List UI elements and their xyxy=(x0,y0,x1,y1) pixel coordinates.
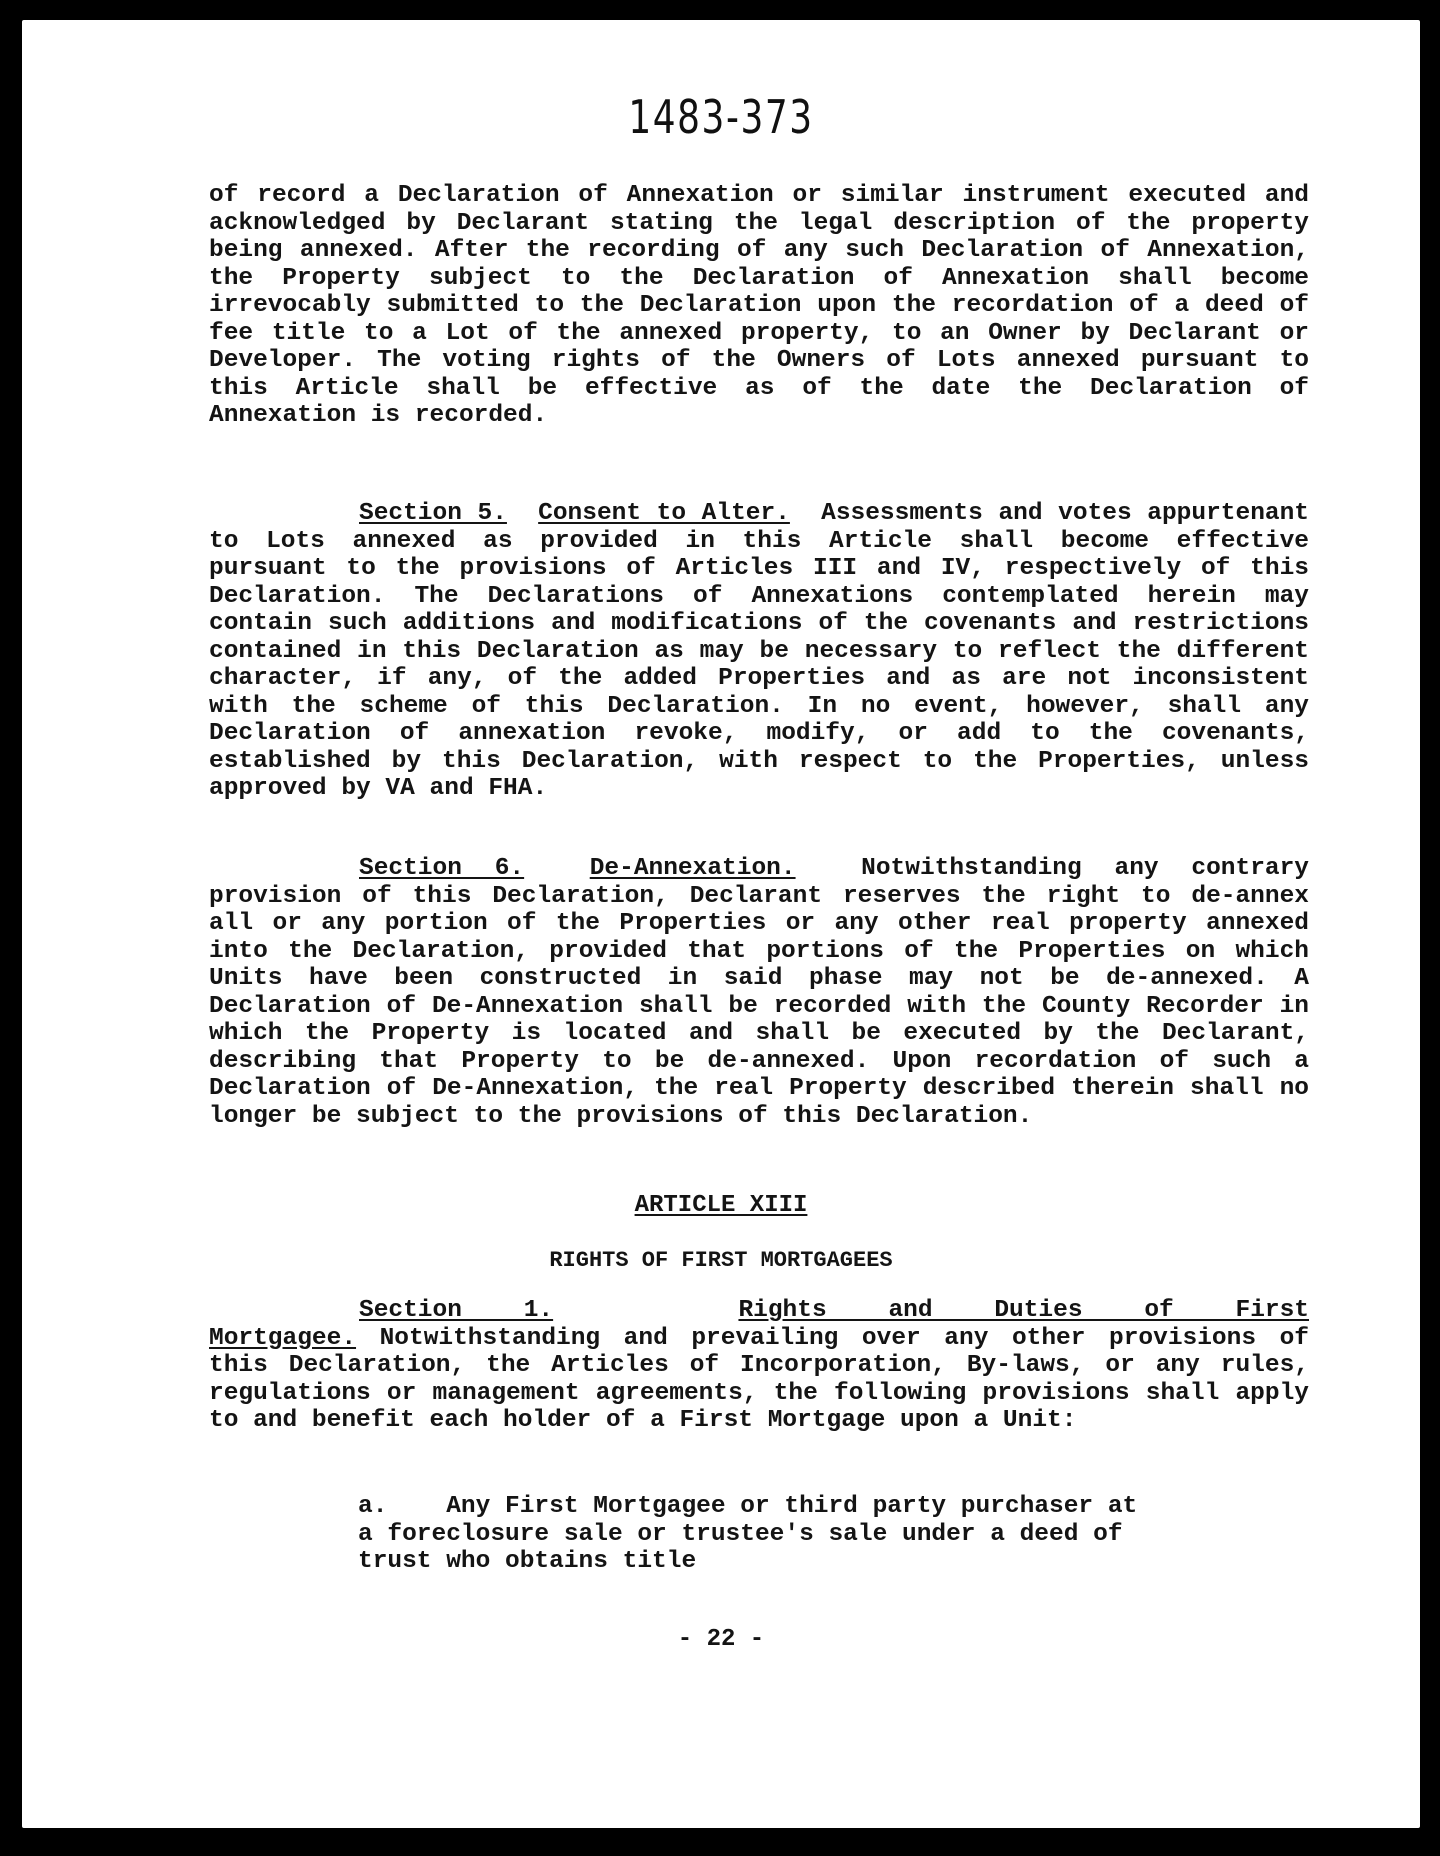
paragraph-section-6 xyxy=(209,855,1309,1130)
list-item-marker: a. xyxy=(358,1493,388,1520)
page-number: - 22 - xyxy=(677,1626,765,1653)
section-6-text: Notwithstanding any contrary provision of this Declaration, Declarant reserves the right to de-annex all or any portion of the Properties or any other real property annexed into the Declaration, provided that portions of the Properties on which Units have been constructed in said phase may not be de-annexed. A Declaration of De-Annexation shall be recorded with the County Recorder in which the Property is located and shall be executed by the Declarant, describing that Property to be de-annexed. Upon recordation of such a Declaration of De-Annexation, the real Property described therein shall no longer be subject to the provisions of this Declaration. xyxy=(209,855,1310,1130)
section-6-label: Section 6. xyxy=(359,855,525,882)
section-5-label: Section 5. xyxy=(359,500,507,527)
section-5-text: Assessments and votes appurtenant to Lots annexed as provided in this Article shall become effective pursuant to the provisions of Articles III and IV, respectively of this Declaration. The Declarations of Annexations contemplated herein may contain such additions and modifications of the covenants and restrictions contained in this Declaration as may be necessary to reflect the different character, if any, of the added Properties and as are not inconsistent with the scheme of this Declaration. In no event, however, shall any Declaration of annexation revoke, modify, or add to the covenants, established by this Declaration, with respect to the Properties, unless approved by VA and FHA. xyxy=(209,500,1310,802)
document-number: 1483-373 xyxy=(628,90,814,144)
article-section-1-label: Section 1. xyxy=(359,1297,554,1324)
section-5-heading: Consent to Alter. xyxy=(538,500,790,527)
document-page xyxy=(22,20,1420,1828)
article-title: RIGHTS OF FIRST MORTGAGEES xyxy=(549,1248,893,1273)
section-6-heading: De-Annexation. xyxy=(589,855,796,882)
paragraph-article-section-1 xyxy=(209,1297,1309,1435)
article-section-1-heading: Rights and Duties of First Mortgagee. xyxy=(209,1297,1310,1352)
article-number: ARTICLE XIII xyxy=(634,1192,808,1219)
paragraph-section-5 xyxy=(209,500,1309,803)
article-section-1-text: Notwithstanding and prevailing over any other provisions of this Declaration, the Articles of Incorporation, By-laws, or any rules, regulations or management agreements, the following provisions shall apply to and benefit each holder of a First Mortgage upon a Unit: xyxy=(209,1324,1309,1434)
list-item-a xyxy=(358,1493,1148,1576)
paragraph-annexation-recording: of record a Declaration of Annexation or similar instrument executed and acknowledged by Declarant stating the legal description of the property being annexed. After the recording of any such Declaration of Annexation, the Property subject to the Declaration of Annexation shall become irrevocably submitted to the Declaration upon the recordation of a deed of fee title to a Lot of the annexed property, to an Owner by Declarant or Developer. The voting rights of the Owners of Lots annexed pursuant to this Article shall be effective as of the date the Declaration of Annexation is recorded. xyxy=(209,182,1309,429)
list-item-text: Any First Mortgagee or third party purchaser at a foreclosure sale or trustee's sale under a deed of trust who obtains title xyxy=(358,1493,1138,1575)
